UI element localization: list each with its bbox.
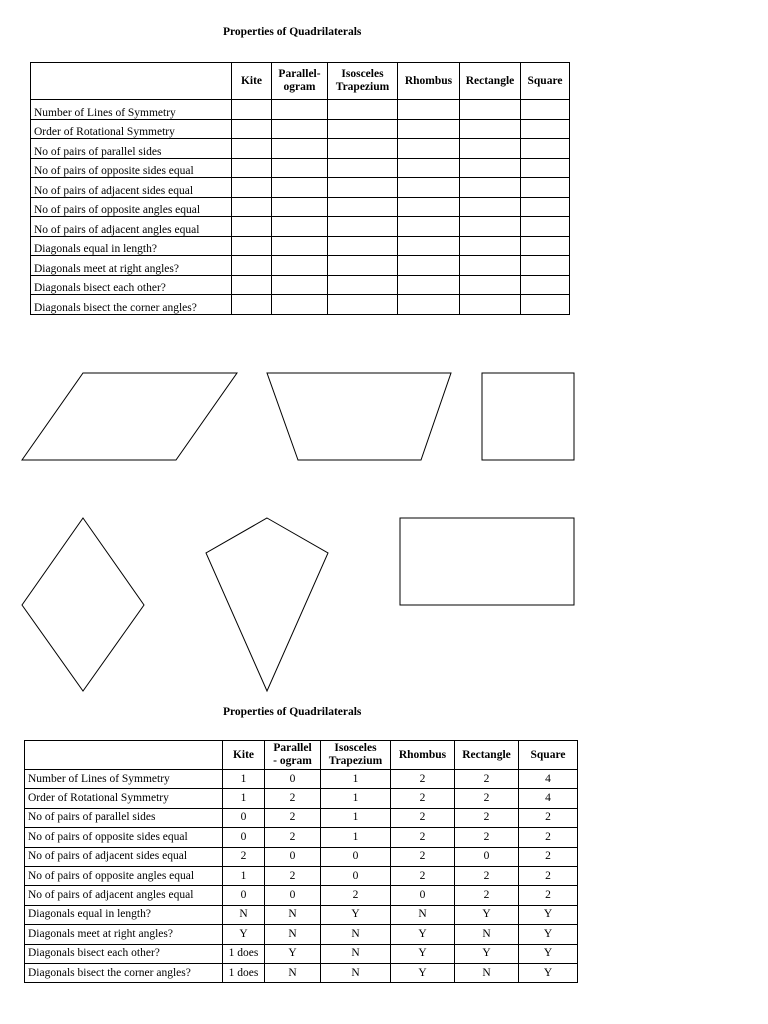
row-label: Diagonals equal in length? [31,236,232,256]
answer-cell: 0 [321,847,391,866]
answer-cell: Y [455,944,519,963]
answer-cell: 2 [519,828,578,847]
answer-cell: 0 [223,808,265,827]
row-label: No of pairs of adjacent angles equal [25,886,223,905]
answer-cell: 2 [455,886,519,905]
table-row [25,789,578,808]
answer-cell: Y [391,963,455,982]
top-col-header-rectangle: Rectangle [460,63,521,100]
row-label: Diagonals bisect each other? [25,944,223,963]
isosceles-trapezium-shape [267,373,451,460]
answer-cell: 0 [265,886,321,905]
answer-cell: 1 [321,770,391,789]
row-label: Diagonals bisect the corner angles? [25,963,223,982]
rectangle-shape [400,518,574,605]
answer-cell: 2 [391,789,455,808]
answer-cell: 1 [223,866,265,885]
answer-cell: N [223,905,265,924]
answer-cell: 2 [391,808,455,827]
top-col-header-rhombus: Rhombus [398,63,460,100]
answer-cell: 4 [519,770,578,789]
rhombus-shape [22,518,144,691]
row-label: No of pairs of adjacent sides equal [31,178,232,198]
row-label: Number of Lines of Symmetry [25,770,223,789]
row-label: No of pairs of opposite angles equal [25,866,223,885]
table-row [25,808,578,827]
table-row [25,944,578,963]
square-shape [482,373,574,460]
answer-cell: 2 [265,866,321,885]
answer-cell: N [391,905,455,924]
top-col-header-square: Square [521,63,570,100]
row-label: No of pairs of adjacent angles equal [31,217,232,237]
bottom-corner-cell [25,741,223,770]
row-label: No of pairs of adjacent sides equal [25,847,223,866]
answer-cell: Y [455,905,519,924]
answer-cell: 0 [321,866,391,885]
answer-cell: N [321,944,391,963]
answer-cell: N [321,925,391,944]
answer-cell: 2 [519,886,578,905]
answer-cell: N [321,963,391,982]
top-col-header-isosceles-trapezium: Isosceles Trapezium [328,63,398,100]
row-label: No of pairs of opposite angles equal [31,197,232,217]
answer-cell: 1 [223,789,265,808]
answer-cell: 2 [455,808,519,827]
answer-cell: 2 [455,770,519,789]
answer-cell: Y [223,925,265,944]
answer-cell: 2 [223,847,265,866]
row-label: No of pairs of opposite sides equal [31,158,232,178]
answer-cell: Y [391,944,455,963]
bottom-col-header-kite: Kite [223,741,265,770]
answer-cell: N [265,963,321,982]
answer-cell: N [455,963,519,982]
top-col-header-kite: Kite [232,63,272,100]
bottom-col-header-parallel-ogram: Parallel - ogram [265,741,321,770]
answer-cell: 2 [321,886,391,905]
answer-cell: 0 [265,770,321,789]
parallelogram-shape [22,373,237,460]
answer-cell: 2 [265,789,321,808]
answer-cell: 1 does [223,944,265,963]
bottom-col-header-square: Square [519,741,578,770]
answer-cell: Y [265,944,321,963]
answer-cell: 1 [321,789,391,808]
row-label: Diagonals bisect the corner angles? [31,295,232,315]
table-row [25,925,578,944]
answer-cell: 0 [455,847,519,866]
answer-cell: 2 [265,828,321,847]
answer-cell: 2 [265,808,321,827]
top-table-title: Properties of Quadrilaterals [223,26,362,38]
answer-cell: 0 [223,828,265,847]
answer-cell: Y [391,925,455,944]
answer-cell: 1 [223,770,265,789]
answer-cell: 2 [391,770,455,789]
answer-cell: Y [519,944,578,963]
properties-table-completed [24,740,578,983]
answer-cell: 1 does [223,963,265,982]
row-label: Number of Lines of Symmetry [31,100,232,120]
kite-shape [206,518,328,691]
answer-cell: N [265,925,321,944]
answer-cell: 2 [391,847,455,866]
row-label: Order of Rotational Symmetry [31,119,232,139]
row-label: Diagonals meet at right angles? [25,925,223,944]
table-row [25,866,578,885]
table-row [25,770,578,789]
row-label: No of pairs of parallel sides [25,808,223,827]
answer-cell: 0 [223,886,265,905]
bottom-col-header-isosceles-trapezium: Isosceles Trapezium [321,741,391,770]
answer-cell: 1 [321,828,391,847]
answer-cell: 2 [391,828,455,847]
bottom-col-header-rhombus: Rhombus [391,741,455,770]
answer-cell: Y [519,963,578,982]
answer-cell: Y [519,925,578,944]
answer-cell: 4 [519,789,578,808]
answer-cell: 2 [391,866,455,885]
row-label: No of pairs of parallel sides [31,139,232,159]
answer-cell: 0 [265,847,321,866]
answer-cell: Y [519,905,578,924]
answer-cell: 2 [455,866,519,885]
table-row [25,963,578,982]
answer-cell: 0 [391,886,455,905]
row-label: No of pairs of opposite sides equal [25,828,223,847]
row-label: Diagonals bisect each other? [31,275,232,295]
answer-cell: 2 [519,847,578,866]
table-row [25,847,578,866]
top-col-header-parallel-ogram: Parallel- ogram [272,63,328,100]
answer-cell: 2 [519,866,578,885]
row-label: Diagonals meet at right angles? [31,256,232,276]
table-row [25,828,578,847]
row-label: Order of Rotational Symmetry [25,789,223,808]
answer-cell: N [455,925,519,944]
table-row [25,886,578,905]
answer-cell: 2 [519,808,578,827]
bottom-col-header-rectangle: Rectangle [455,741,519,770]
answer-cell: 2 [455,828,519,847]
row-label: Diagonals equal in length? [25,905,223,924]
answer-cell: 1 [321,808,391,827]
answer-cell: N [265,905,321,924]
answer-cell: 2 [455,789,519,808]
bottom-table-title: Properties of Quadrilaterals [223,706,362,718]
answer-cell: Y [321,905,391,924]
table-row [25,905,578,924]
